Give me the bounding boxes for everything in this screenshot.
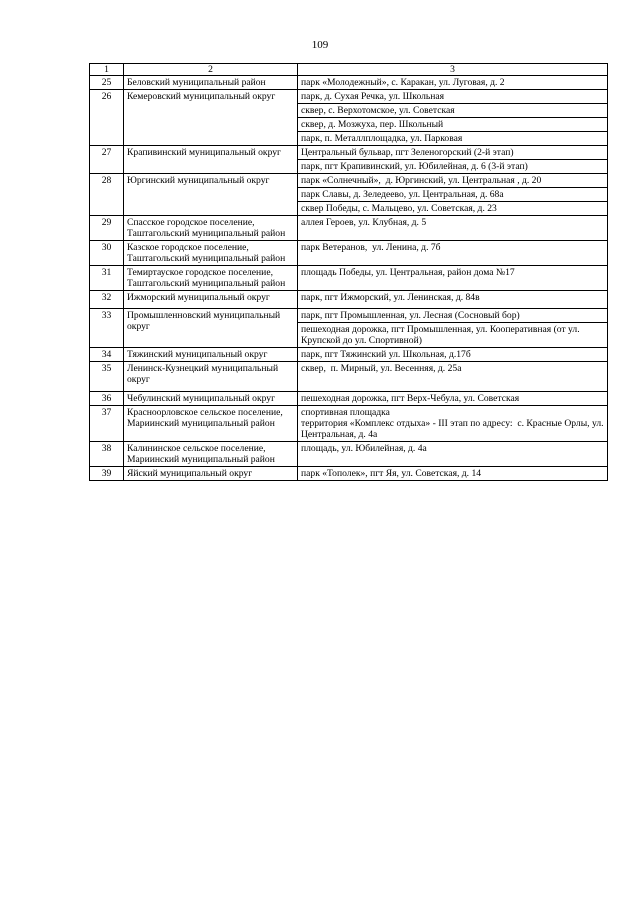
object-address (298, 348, 608, 362)
row-number: 34 (90, 348, 124, 362)
object-address-text: Центральный бульвар, пгт Зеленогорский (2-й этап) (301, 147, 514, 158)
table-row (90, 467, 608, 481)
object-address (298, 362, 608, 392)
object-address (298, 467, 608, 481)
table-row (90, 406, 608, 442)
municipality-name: Кемеровский муниципальный округ (124, 90, 298, 146)
object-address-text: парк, пгт Крапивинский, ул. Юбилейная, д. 6 (3-й этап) (301, 161, 528, 172)
row-number: 33 (90, 309, 124, 348)
municipality-name: Тяжинский муниципальный округ (124, 348, 298, 362)
header-col-number: 1 (90, 64, 124, 76)
object-address-text: парк, п. Металлплощадка, ул. Парковая (301, 133, 463, 144)
object-address (298, 216, 608, 241)
table-row (90, 266, 608, 291)
object-address (298, 188, 608, 202)
object-address-text: парк Ветеранов, ул. Ленина, д. 7б (301, 242, 441, 253)
object-address-text: площадь Победы, ул. Центральная, район дома №17 (301, 267, 515, 278)
object-address (298, 323, 608, 348)
object-address-text: сквер Победы, с. Мальцево, ул. Советская, д. 23 (301, 203, 497, 214)
municipality-name: Ижморский муниципальный округ (124, 291, 298, 309)
municipality-name: Промышленновский муниципальный округ (124, 309, 298, 348)
header-col-municipality: 2 (124, 64, 298, 76)
table-row (90, 241, 608, 266)
object-address (298, 118, 608, 132)
row-number: 27 (90, 146, 124, 174)
row-number: 32 (90, 291, 124, 309)
municipality-name: Ленинск-Кузнецкий муниципальный округ (124, 362, 298, 392)
row-number: 36 (90, 392, 124, 406)
table-row (90, 442, 608, 467)
table-row (90, 291, 608, 309)
row-number: 29 (90, 216, 124, 241)
table-row (90, 76, 608, 90)
object-address-text: парк «Тополек», пгт Яя, ул. Советская, д. 14 (301, 468, 482, 479)
table-body (90, 64, 608, 481)
municipality-name: Спасское городское поселение, Таштагольский муниципальный район (124, 216, 298, 241)
object-address (298, 442, 608, 467)
municipality-name: Юргинский муниципальный округ (124, 174, 298, 216)
table-row (90, 174, 608, 188)
row-number: 39 (90, 467, 124, 481)
object-address (298, 76, 608, 90)
object-address-text: площадь, ул. Юбилейная, д. 4а (301, 443, 427, 454)
municipality-name: Крапивинский муниципальный округ (124, 146, 298, 174)
municipality-name: Казское городское поселение, Таштагольский муниципальный район (124, 241, 298, 266)
row-number: 31 (90, 266, 124, 291)
object-address-text: спортивная площадка территория «Комплекс отдыха» - III этап по адресу: с. Красные Орлы, ул. Центральная, д. 4а (301, 407, 604, 440)
object-address (298, 146, 608, 160)
object-address-text: парк, пгт Промышленная, ул. Лесная (Сосновый бор) (301, 310, 520, 321)
object-address (298, 406, 608, 442)
object-address (298, 392, 608, 406)
object-address-text: сквер, д. Мозжуха, пер. Школьный (301, 119, 444, 130)
object-address (298, 90, 608, 104)
object-address (298, 174, 608, 188)
object-address (298, 132, 608, 146)
object-address (298, 160, 608, 174)
object-address-text: парк, д. Сухая Речка, ул. Школьная (301, 91, 445, 102)
table-row (90, 146, 608, 160)
object-address-text: парк Славы, д. Зеледеево, ул. Центральная, д. 68а (301, 189, 504, 200)
table-row (90, 392, 608, 406)
row-number: 25 (90, 76, 124, 90)
municipality-name: Яйский муниципальный округ (124, 467, 298, 481)
object-address-text: пешеходная дорожка, пгт Промышленная, ул. Кооперативная (от ул. Крупской до ул. Спортивной) (301, 324, 583, 346)
row-number: 26 (90, 90, 124, 146)
object-address (298, 309, 608, 323)
municipality-name: Темиртауское городское поселение, Таштагольский муниципальный район (124, 266, 298, 291)
table-row (90, 362, 608, 392)
table-row (90, 309, 608, 323)
object-address-text: сквер, п. Мирный, ул. Весенняя, д. 25а (301, 363, 462, 374)
table-row (90, 348, 608, 362)
page-number: 109 (311, 39, 329, 51)
municipality-name: Чебулинский муниципальный округ (124, 392, 298, 406)
object-address-text: аллея Героев, ул. Клубная, д. 5 (301, 217, 427, 228)
object-address-text: парк «Молодежный», с. Каракан, ул. Луговая, д. 2 (301, 77, 505, 88)
object-address-text: пешеходная дорожка, пгт Верх-Чебула, ул. Советская (301, 393, 520, 404)
table-row (90, 90, 608, 104)
table-header-row (90, 64, 608, 76)
object-address (298, 202, 608, 216)
municipality-name: Калининское сельское поселение, Мариинский муниципальный район (124, 442, 298, 467)
header-col-objects: 3 (298, 64, 608, 76)
object-address-text: парк, пгт Ижморский, ул. Ленинская, д. 84в (301, 292, 480, 303)
object-address (298, 266, 608, 291)
object-address (298, 291, 608, 309)
objects-table (89, 63, 608, 481)
object-address (298, 104, 608, 118)
object-address-text: сквер, с. Верхотомское, ул. Советская (301, 105, 455, 116)
table-row (90, 216, 608, 241)
object-address-text: парк, пгт Тяжинский ул. Школьная, д.17б (301, 349, 471, 360)
row-number: 38 (90, 442, 124, 467)
row-number: 35 (90, 362, 124, 392)
row-number: 37 (90, 406, 124, 442)
municipality-name: Беловский муниципальный район (124, 76, 298, 90)
row-number: 28 (90, 174, 124, 216)
municipality-name: Красноорловское сельское поселение, Мариинский муниципальный район (124, 406, 298, 442)
object-address-text: парк «Солнечный», д. Юргинский, ул. Центральная , д. 20 (301, 175, 542, 186)
object-address (298, 241, 608, 266)
row-number: 30 (90, 241, 124, 266)
